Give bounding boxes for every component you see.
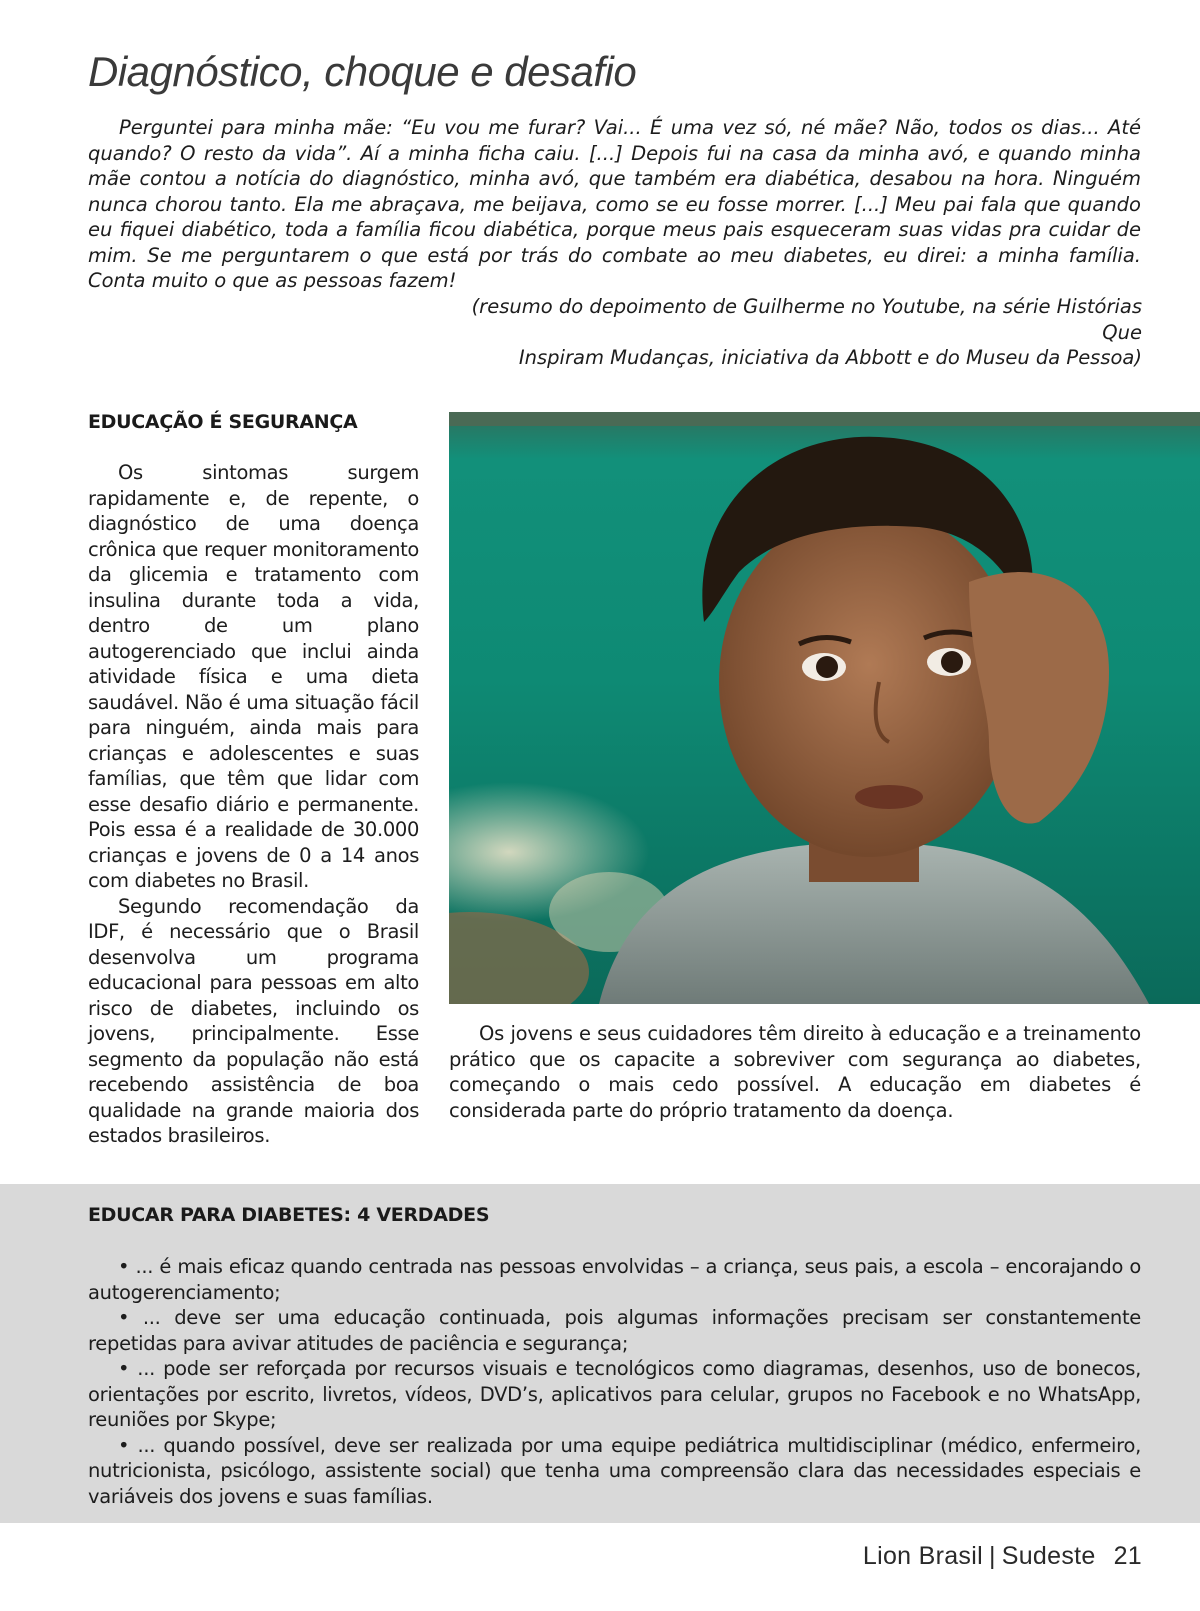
section-education-paragraph-1: Os sintomas surgem rapidamente e, de repente, o diagnóstico de uma doença crônica que requer monitoramento da glicemia e tratamento com insulina durante toda a vida, dentro de um plano autogerenciado que inclui ainda atividade física e uma dieta saudável. Não é uma situação fácil para ninguém, ainda mais para crianças e adolescentes e suas famílias, que têm que lidar com esse desafio diário e permanente. Pois essa é a realidade de 30.000 crianças e jovens de 0 a 14 anos com diabetes no Brasil.	[88, 461, 419, 892]
photo-caption: Os jovens e seus cuidadores têm direito à educação e a treinamento prático que os capacite a sobreviver com segurança ao diabetes, começando o mais cedo possível. A educação em diabetes é considerada parte do próprio tratamento da doença.	[449, 1022, 1141, 1122]
list-item: • ... quando possível, deve ser realizada por uma equipe pediátrica multidisciplinar (médico, enfermeiro, nutricionista, psicólogo, assistente social) que tenha uma compreensão clara das necessidades especiais e variáveis dos jovens e suas famílias.	[88, 1433, 1141, 1508]
list-item: • ... deve ser uma educação continuada, pois algumas informações precisam ser constantemente repetidas para avivar atitudes de paciência e segurança;	[88, 1306, 1141, 1355]
quote-source-line-2: Inspiram Mudanças, iniciativa da Abbott e do Museu da Pessoa)	[518, 346, 1142, 369]
page-title: Diagnóstico, choque e desafio	[88, 48, 637, 95]
quote-source-line-1: (resumo do depoimento de Guilherme no Youtube, na série Histórias Que	[471, 295, 1142, 344]
section-heading-education: EDUCAÇÃO É SEGURANÇA	[88, 411, 358, 433]
section-heading-truths: EDUCAR PARA DIABETES: 4 VERDADES	[88, 1204, 490, 1226]
page-number: 21	[1113, 1542, 1142, 1570]
truths-list	[88, 1254, 1141, 1509]
quote-source	[442, 294, 1142, 371]
section-education-body	[88, 460, 419, 1149]
footer-separator: |	[988, 1542, 996, 1570]
section-education-paragraph-2: Segundo recomendação da IDF, é necessário que o Brasil desenvolva um programa educacional para pessoas em alto risco de diabetes, incluindo os jovens, principalmente. Esse segmento da população não está recebendo assistência de boa qualidade na grande maioria dos estados brasileiros.	[88, 894, 419, 1147]
footer-publication: Lion Brasil	[862, 1542, 983, 1570]
list-item: • ... pode ser reforçada por recursos visuais e tecnológicos como diagramas, desenhos, uso de bonecos, orientações por escrito, livretos, vídeos, DVD’s, aplicativos para celular, grupos no Facebook e no WhatsApp, reuniões por Skype;	[88, 1357, 1141, 1431]
page-footer	[863, 1542, 1142, 1571]
list-item: • ... é mais eficaz quando centrada nas pessoas envolvidas – a criança, seus pais, a escola – encorajando o autogerenciamento;	[88, 1255, 1141, 1304]
footer-region: Sudeste	[1001, 1542, 1096, 1570]
testimonial-quote: Perguntei para minha mãe: “Eu vou me furar? Vai... É uma vez só, né mãe? Não, todos os dias... Até quando? O resto da vida”. Aí a minha ficha caiu. [...] Depois fui na casa da minha avó, e quando minha mãe contou a notícia do diagnóstico, minha avó, que também era diabética, desabou na hora. Ninguém nunca chorou tanto. Ela me abraçava, me beijava, como se eu fosse morrer. [...] Meu pai fala que quando eu fiquei diabético, toda a família ficou diabética, porque meus pais esqueceram suas vidas pra cuidar de mim. Se me perguntarem o que está por trás do combate ao meu diabetes, eu direi: a minha família. Conta muito o que as pessoas fazem!	[88, 116, 1141, 292]
boy-photo	[449, 412, 1200, 1004]
